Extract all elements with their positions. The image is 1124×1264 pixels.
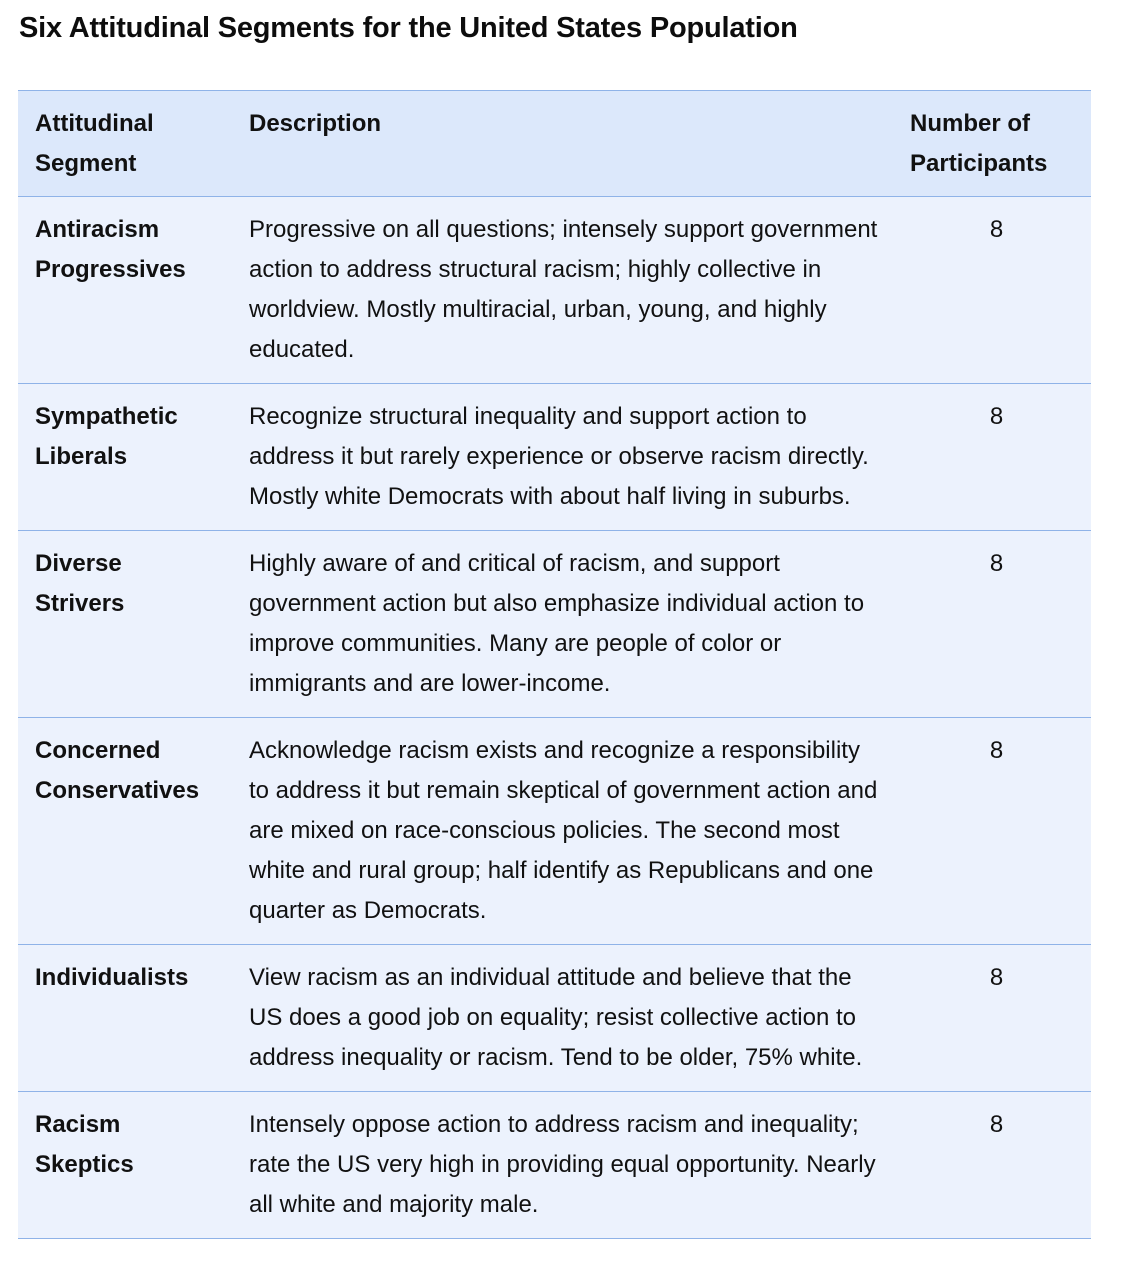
segment-description: Highly aware of and critical of racism, and support government action but also emphasize individual action to improve communities. Many are people of color or immigrants and are lower-income.: [249, 550, 865, 697]
header-description: Description: [249, 110, 382, 137]
segment-description: View racism as an individual attitude and believe that the US does a good job on equality; resist collective action to address inequality or racism. Tend to be older, 75% white.: [249, 964, 863, 1071]
segment-description: Acknowledge racism exists and recognize a responsibility to address it but remain skeptical of government action and are mixed on race-conscious policies. The second most white and rural group; half identify as Republicans and one quarter as Democrats.: [249, 737, 878, 924]
segment-name: Concerned Conservatives: [35, 737, 200, 804]
participant-count: 8: [989, 550, 1004, 577]
table-row: [18, 1092, 1091, 1239]
table-row: [18, 945, 1091, 1092]
segment-name: Individualists: [35, 964, 189, 991]
participant-count: 8: [989, 1111, 1004, 1138]
table-row: [18, 384, 1091, 531]
header-number-of-participants: Number of Participants: [910, 110, 1048, 177]
segment-name: Diverse Strivers: [35, 550, 125, 617]
header-attitudinal-segment: Attitudinal Segment: [35, 110, 154, 177]
table-row: [18, 197, 1091, 384]
table-row: [18, 718, 1091, 945]
segment-description: Progressive on all questions; intensely support government action to address structural racism; highly collective in worldview. Mostly multiracial, urban, young, and highly educated.: [249, 216, 878, 363]
segment-name: Racism Skeptics: [35, 1111, 134, 1178]
participant-count: 8: [989, 403, 1004, 430]
table-title: Six Attitudinal Segments for the United States Population: [19, 12, 798, 44]
segments-table: [18, 90, 1091, 1239]
segment-name: Antiracism Progressives: [35, 216, 186, 283]
segment-description: Recognize structural inequality and support action to address it but rarely experience or observe racism directly. Mostly white Democrats with about half living in suburbs.: [249, 403, 869, 510]
participant-count: 8: [989, 737, 1004, 764]
participant-count: 8: [989, 964, 1004, 991]
participant-count: 8: [989, 216, 1004, 243]
header-row: [18, 91, 1091, 197]
segment-description: Intensely oppose action to address racism and inequality; rate the US very high in providing equal opportunity. Nearly all white and majority male.: [249, 1111, 876, 1218]
table-row: [18, 531, 1091, 718]
segment-name: Sympathetic Liberals: [35, 403, 178, 470]
